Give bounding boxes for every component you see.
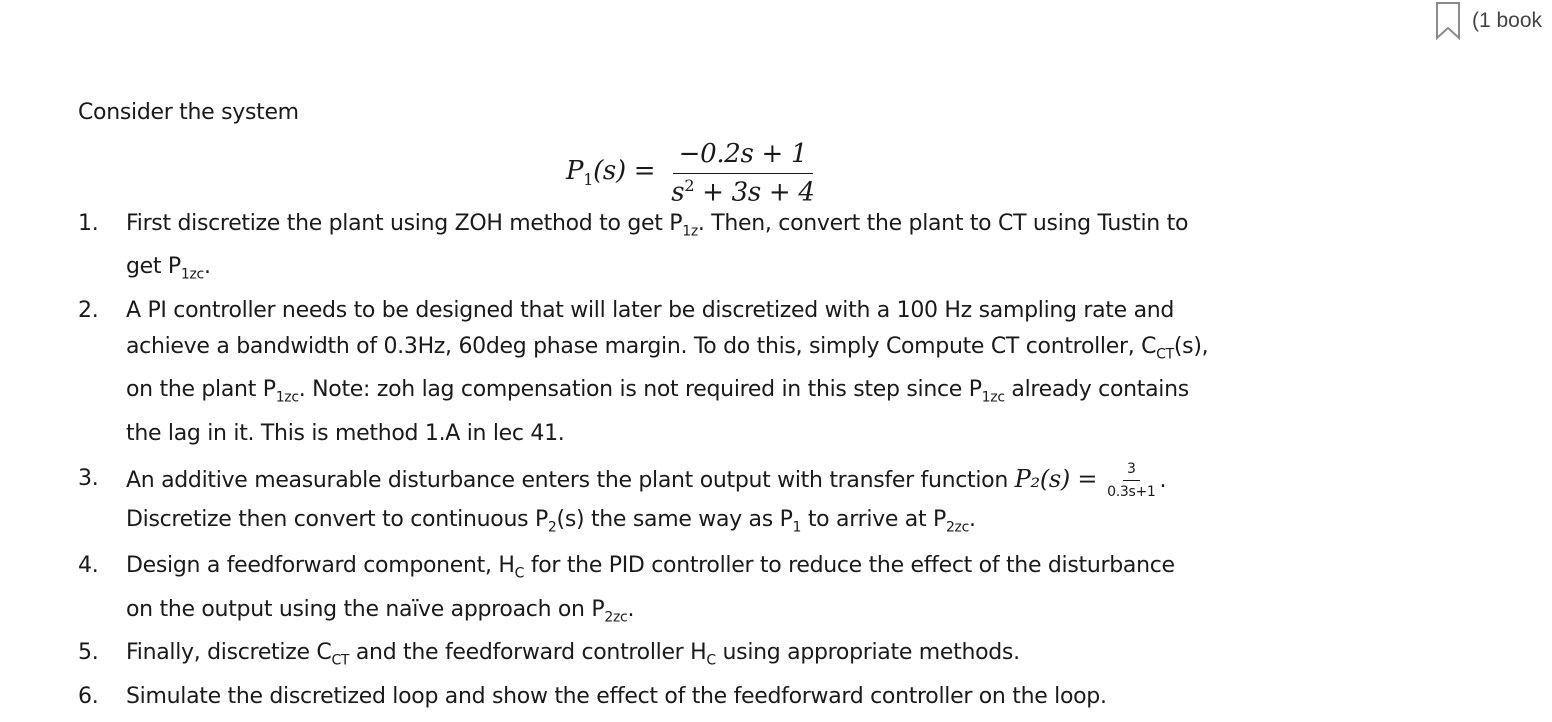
task-list [78, 206, 1208, 715]
list-item [78, 206, 1208, 293]
list-item [78, 635, 1208, 678]
disturbance-tf-lhs: P₂(s) = [1014, 464, 1098, 493]
item-line: get $P_{1zc}$. [126, 254, 211, 283]
equation-fraction [665, 139, 820, 208]
list-item [78, 679, 1208, 715]
item-number: 5. [78, 640, 99, 666]
disturbance-tf-fraction: $\frac{3}{0.3s+1}$ [1107, 461, 1156, 501]
item-number: 2. [78, 297, 99, 323]
bookmark-label: (1 book [1472, 9, 1543, 32]
list-item [78, 460, 1208, 547]
item-line: First discretize the plant using ZOH method to get $P_{1z}$. Then, convert the plant to CT using Tustin to [126, 211, 1189, 240]
item-number: 3. [78, 465, 99, 491]
item-number: 4. [78, 553, 99, 579]
equation-denominator: $s^2 + 3s + 4$ [671, 175, 815, 208]
item-line: Finally, discretize $C_{CT}$ and the feedforward controller $H_C$ using appropriate methods. [126, 640, 1020, 669]
equation-numerator: −0.2s + 1 [673, 139, 814, 174]
equation-lhs: $P_1(s)$ = [566, 156, 656, 190]
item-line: Simulate the discretized loop and show the effect of the feedforward controller on the loop. [126, 683, 1107, 709]
bookmark-button[interactable] [1434, 2, 1552, 42]
item-line: achieve a bandwidth of 0.3Hz, 60deg phase margin. To do this, simply Compute CT controller, $C_{CT}(s)$, [126, 333, 1209, 363]
bookmark-icon [1434, 2, 1462, 40]
list-item [78, 293, 1208, 452]
item-line: Design a feedforward component, $H_C$ for the PID controller to reduce the effect of the disturbance [126, 553, 1175, 582]
intro-text: Consider the system [78, 100, 299, 125]
item-line: A PI controller needs to be designed that will later be discretized with a 100 Hz sampling rate and [126, 297, 1175, 323]
item-line: An additive measurable disturbance enters the plant output with transfer function P₂(s) = $\frac{3}{0.3s+1}$ . [126, 461, 1167, 501]
plant-equation [566, 133, 821, 213]
item-line: Discretize then convert to continuous $P_2(s)$ the same way as $P_1$ to arrive at $P_{2zc}$. [126, 507, 976, 536]
item-line: on the output using the naïve approach on $P_{2zc}$. [126, 596, 635, 626]
item-number: 6. [78, 683, 99, 709]
list-item [78, 548, 1208, 635]
item-number: 1. [78, 211, 99, 236]
item-line: the lag in it. This is method 1.A in lec 41. [126, 420, 565, 446]
item-line: on the plant $P_{1zc}$. Note: zoh lag compensation is not required in this step since $P_{1zc}$ already contains [126, 377, 1189, 406]
